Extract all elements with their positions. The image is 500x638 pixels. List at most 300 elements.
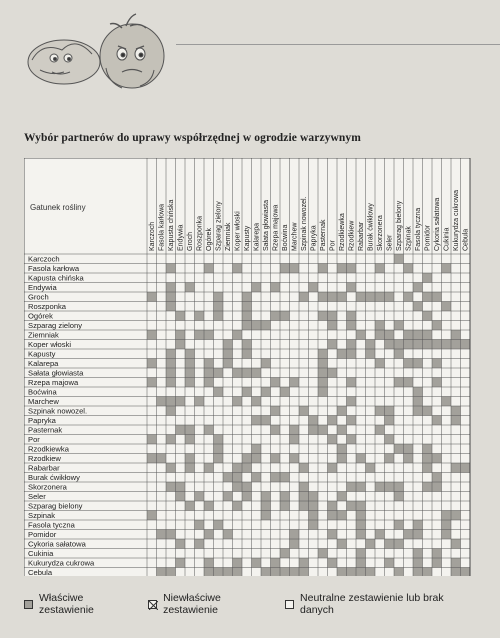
cell-good <box>347 283 357 293</box>
cell-good <box>337 511 347 521</box>
cell-good <box>261 359 271 369</box>
cell-good <box>404 530 414 540</box>
cell-good <box>223 568 233 577</box>
cell-good <box>328 463 338 473</box>
cell-good <box>185 378 195 388</box>
cell-good <box>280 568 290 577</box>
row-label: Kukurydza cukrowa <box>28 558 95 568</box>
row-label: Rzodkiew <box>28 454 61 463</box>
cell-good <box>280 387 290 397</box>
cell-good <box>356 330 366 340</box>
cell-good <box>366 568 376 577</box>
column-label: Kapusty <box>244 225 252 251</box>
cell-good <box>176 482 186 492</box>
cell-good <box>176 311 186 321</box>
cell-good <box>309 283 319 293</box>
cell-good <box>166 349 176 359</box>
cell-good <box>461 568 471 577</box>
cell-good <box>166 283 176 293</box>
cell-good <box>451 511 461 521</box>
row-label: Kapusta chińska <box>28 273 84 283</box>
cell-good <box>242 387 252 397</box>
cell-good <box>423 330 433 340</box>
cell-good <box>280 473 290 483</box>
cell-good <box>413 330 423 340</box>
cell-good <box>347 340 357 350</box>
row-label: Cukinia <box>28 549 54 558</box>
cell-good <box>157 397 167 407</box>
cell-good <box>252 321 262 331</box>
cell-good <box>375 321 385 331</box>
cell-good <box>185 501 195 511</box>
row-label: Kalarepa <box>28 359 59 368</box>
column-label: Pasternak <box>320 219 328 251</box>
cell-good <box>185 435 195 445</box>
cell-good <box>432 558 442 568</box>
cell-good <box>451 463 461 473</box>
cell-good <box>413 359 423 369</box>
cell-good <box>356 501 366 511</box>
column-label: Pomidor <box>424 224 432 251</box>
cell-good <box>413 302 423 312</box>
cell-good <box>233 482 243 492</box>
row-label: Pomidor <box>28 530 57 539</box>
row-label: Szpinak nowozel. <box>28 406 88 416</box>
cell-good <box>413 283 423 293</box>
cell-good <box>432 549 442 559</box>
cell-good <box>385 340 395 350</box>
cell-good <box>176 330 186 340</box>
cell-good <box>242 463 252 473</box>
cell-good <box>347 378 357 388</box>
cell-good <box>204 378 214 388</box>
cell-good <box>432 340 442 350</box>
cell-good <box>185 283 195 293</box>
cell-good <box>413 520 423 530</box>
cell-good <box>328 501 338 511</box>
column-label: Ziemniak <box>225 222 233 251</box>
cell-good <box>299 492 309 502</box>
cell-good <box>337 444 347 454</box>
cell-good <box>413 397 423 407</box>
cell-good <box>442 511 452 521</box>
cell-good <box>252 416 262 426</box>
cell-good <box>356 558 366 568</box>
cell-good <box>299 568 309 577</box>
row-label: Koper włoski <box>28 340 72 349</box>
cell-good <box>394 520 404 530</box>
cell-good <box>214 454 224 464</box>
cell-good <box>271 454 281 464</box>
cell-good <box>157 568 167 577</box>
cell-good <box>280 501 290 511</box>
cell-good <box>423 311 433 321</box>
cell-good <box>223 473 233 483</box>
cell-good <box>318 368 328 378</box>
cell-good <box>366 349 376 359</box>
column-label: Cukinia <box>443 227 451 251</box>
cell-good <box>423 463 433 473</box>
cell-good <box>290 378 300 388</box>
cell-good <box>271 425 281 435</box>
cell-good <box>404 264 414 274</box>
cell-good <box>252 444 262 454</box>
cell-good <box>271 558 281 568</box>
cell-good <box>432 454 442 464</box>
cell-good <box>261 387 271 397</box>
cell-good <box>223 349 233 359</box>
row-label: Groch <box>28 292 49 302</box>
cell-good <box>233 397 243 407</box>
cell-good <box>461 340 471 350</box>
cell-good <box>185 425 195 435</box>
row-label: Sałata głowiasta <box>28 368 84 378</box>
cell-good <box>223 340 233 350</box>
cell-good <box>347 349 357 359</box>
cell-good <box>394 321 404 331</box>
row-label: Kapusty <box>28 349 56 359</box>
cell-good <box>413 340 423 350</box>
cell-good <box>385 454 395 464</box>
cell-good <box>233 473 243 483</box>
cell-good <box>337 292 347 302</box>
cell-good <box>261 416 271 426</box>
column-label: Szparag bielony <box>396 200 404 251</box>
cell-good <box>271 283 281 293</box>
cell-good <box>233 568 243 577</box>
column-label: Rzodkiew <box>348 220 356 251</box>
row-label: Szpinak <box>28 511 56 520</box>
cell-good <box>166 359 176 369</box>
cell-good <box>347 501 357 511</box>
cell-good <box>394 482 404 492</box>
cell-good <box>451 539 461 549</box>
row-label: Por <box>28 435 40 444</box>
cell-good <box>356 292 366 302</box>
cell-good <box>337 454 347 464</box>
cell-good <box>356 482 366 492</box>
column-label: Ogórek <box>206 228 214 251</box>
cell-good <box>442 302 452 312</box>
cell-good <box>442 397 452 407</box>
cell-good <box>394 539 404 549</box>
cell-good <box>290 568 300 577</box>
column-label: Rzepa majowa <box>272 204 280 251</box>
cell-good <box>299 482 309 492</box>
cell-good <box>166 463 176 473</box>
cell-good <box>280 492 290 502</box>
cell-good <box>166 368 176 378</box>
cell-good <box>328 321 338 331</box>
cell-good <box>233 558 243 568</box>
row-label: Fasola tyczna <box>28 520 75 530</box>
column-label: Cykoria sałatowa <box>434 197 442 251</box>
cell-good <box>176 397 186 407</box>
row-label: Ogórek <box>28 311 53 321</box>
cell-good <box>166 530 176 540</box>
row-label: Rzepa majowa <box>28 378 79 387</box>
cell-good <box>366 539 376 549</box>
cell-good <box>423 454 433 464</box>
cell-good <box>185 463 195 473</box>
cell-good <box>347 321 357 331</box>
cell-good <box>318 264 328 274</box>
cell-good <box>366 340 376 350</box>
cell-good <box>290 425 300 435</box>
neutral-swatch <box>285 600 294 609</box>
column-label: Burak ćwikłowy <box>367 203 375 251</box>
cell-good <box>176 340 186 350</box>
cell-good <box>451 330 461 340</box>
cell-good <box>214 368 224 378</box>
row-label: Seler <box>28 492 46 501</box>
legend-neutral <box>285 592 472 616</box>
cell-good <box>347 482 357 492</box>
column-label: Endywia <box>177 224 185 251</box>
cell-good <box>290 435 300 445</box>
cell-good <box>404 292 414 302</box>
cell-good <box>318 292 328 302</box>
cell-good <box>176 492 186 502</box>
legend-good-label: Właściwe zestawienie <box>39 592 94 616</box>
cell-good <box>375 530 385 540</box>
cell-good <box>204 359 214 369</box>
cell-good <box>356 454 366 464</box>
row-label: Szparag zielony <box>28 321 83 330</box>
cell-good <box>451 416 461 426</box>
row-label: Pasternak <box>28 425 63 435</box>
cell-good <box>356 520 366 530</box>
good-swatch <box>24 600 33 609</box>
row-label: Fasola karłowa <box>28 264 80 273</box>
legend-neutral-label: Neutralne zestawienie lub brak danych <box>300 592 444 616</box>
row-label: Cebula <box>28 568 53 576</box>
cell-good <box>423 292 433 302</box>
cell-good <box>280 264 290 274</box>
cell-good <box>271 378 281 388</box>
cell-good <box>242 302 252 312</box>
cell-good <box>328 340 338 350</box>
column-label: Rzodkiewka <box>339 213 347 251</box>
cell-good <box>204 330 214 340</box>
cell-good <box>252 368 262 378</box>
cell-good <box>337 406 347 416</box>
cell-good <box>375 292 385 302</box>
cell-good <box>318 387 328 397</box>
cell-good <box>328 511 338 521</box>
column-label: Por <box>329 240 337 251</box>
cell-good <box>252 397 262 407</box>
cell-good <box>252 454 262 464</box>
grid-background <box>24 158 470 576</box>
cell-good <box>423 444 433 454</box>
cell-good <box>309 511 319 521</box>
cell-good <box>347 416 357 426</box>
column-label: Boćwina <box>282 224 290 251</box>
cell-good <box>423 273 433 283</box>
cell-good <box>461 463 471 473</box>
column-label: Groch <box>187 231 195 251</box>
column-label: Kukurydza cukrowa <box>453 189 461 251</box>
cell-good <box>375 425 385 435</box>
cell-good <box>385 435 395 445</box>
cell-good <box>242 292 252 302</box>
cell-good <box>385 416 395 426</box>
cell-good <box>451 568 461 577</box>
cell-good <box>347 397 357 407</box>
cell-good <box>432 321 442 331</box>
cell-good <box>204 501 214 511</box>
column-label: Szpinak nowozel. <box>301 196 309 251</box>
cell-good <box>204 264 214 274</box>
cell-good <box>347 264 357 274</box>
cell-good <box>166 264 176 274</box>
cell-good <box>404 330 414 340</box>
cell-good <box>385 330 395 340</box>
row-label: Ziemniak <box>28 330 59 340</box>
column-label: Kalarepa <box>253 222 261 251</box>
cell-good <box>366 463 376 473</box>
cell-good <box>166 397 176 407</box>
cell-good <box>176 539 186 549</box>
cell-good <box>337 264 347 274</box>
cell-good <box>394 492 404 502</box>
cell-good <box>290 454 300 464</box>
cell-good <box>347 435 357 445</box>
cell-good <box>347 568 357 577</box>
cell-good <box>413 406 423 416</box>
cell-good <box>337 425 347 435</box>
cell-good <box>280 549 290 559</box>
cell-good <box>423 568 433 577</box>
cell-good <box>147 454 157 464</box>
row-label: Papryka <box>28 416 56 425</box>
cell-good <box>442 340 452 350</box>
cell-good <box>214 302 224 312</box>
cell-good <box>375 482 385 492</box>
cell-good <box>432 473 442 483</box>
cell-good <box>147 292 157 302</box>
cell-good <box>185 368 195 378</box>
cell-good <box>271 406 281 416</box>
cell-good <box>242 340 252 350</box>
cell-good <box>328 416 338 426</box>
cell-good <box>147 330 157 340</box>
cell-good <box>404 444 414 454</box>
column-label: Szpinak <box>405 226 413 251</box>
page-title: Wybór partnerów do uprawy współrzędnej w ogrodzie warzywnym <box>24 132 361 144</box>
cell-good <box>328 435 338 445</box>
cell-good <box>404 340 414 350</box>
legend-bad <box>148 592 273 616</box>
cell-good <box>442 520 452 530</box>
cell-good <box>375 330 385 340</box>
cell-good <box>195 520 205 530</box>
row-label: Roszponka <box>28 302 66 311</box>
cell-good <box>147 435 157 445</box>
cell-good <box>404 359 414 369</box>
cell-good <box>318 359 328 369</box>
cell-good <box>233 330 243 340</box>
cell-good <box>280 311 290 321</box>
cell-good <box>242 454 252 464</box>
cell-good <box>318 425 328 435</box>
cell-good <box>242 492 252 502</box>
cell-good <box>309 425 319 435</box>
cell-good <box>166 406 176 416</box>
column-label: Kapusta chińska <box>168 199 176 251</box>
cell-good <box>233 368 243 378</box>
legend-good <box>24 592 136 616</box>
cell-good <box>423 340 433 350</box>
cell-good <box>271 311 281 321</box>
row-label: Marchew <box>28 397 59 406</box>
cell-good <box>242 321 252 331</box>
cell-good <box>242 368 252 378</box>
cell-good <box>233 463 243 473</box>
cell-good <box>328 292 338 302</box>
cell-good <box>309 520 319 530</box>
cell-good <box>432 378 442 388</box>
cell-good <box>432 482 442 492</box>
cell-good <box>337 568 347 577</box>
row-label: Szparag bielony <box>28 501 83 511</box>
row-label: Rabarbar <box>28 463 60 473</box>
cell-good <box>157 530 167 540</box>
cell-good <box>195 330 205 340</box>
cell-good <box>299 558 309 568</box>
cell-good <box>223 530 233 540</box>
cell-good <box>451 558 461 568</box>
cell-good <box>394 378 404 388</box>
cell-good <box>214 568 224 577</box>
column-label: Seler <box>386 234 394 251</box>
cell-good <box>328 311 338 321</box>
cell-good <box>442 264 452 274</box>
cell-good <box>185 349 195 359</box>
cell-good <box>413 549 423 559</box>
column-label: Szparag zielony <box>215 201 223 251</box>
cell-good <box>423 406 433 416</box>
cell-good <box>176 425 186 435</box>
cell-good <box>261 492 271 502</box>
cell-good <box>413 530 423 540</box>
column-label: Marchew <box>291 222 299 251</box>
cell-good <box>385 482 395 492</box>
cell-good <box>356 549 366 559</box>
row-label: Rzodkiewka <box>28 444 69 454</box>
cell-good <box>375 359 385 369</box>
column-label: Fasola karłowa <box>158 203 166 251</box>
cell-good <box>223 359 233 369</box>
cell-good <box>318 349 328 359</box>
cell-good <box>166 292 176 302</box>
cell-good <box>195 311 205 321</box>
row-label: Burak ćwikłowy <box>28 473 80 482</box>
cell-good <box>413 558 423 568</box>
cell-good <box>242 349 252 359</box>
cell-good <box>261 321 271 331</box>
cell-good <box>356 568 366 577</box>
cell-good <box>204 425 214 435</box>
cell-good <box>195 492 205 502</box>
row-label: Boćwina <box>28 387 57 397</box>
cell-good <box>223 492 233 502</box>
cell-good <box>385 292 395 302</box>
cell-good <box>252 558 262 568</box>
row-label: Cykoria sałatowa <box>28 539 86 549</box>
cell-good <box>299 463 309 473</box>
